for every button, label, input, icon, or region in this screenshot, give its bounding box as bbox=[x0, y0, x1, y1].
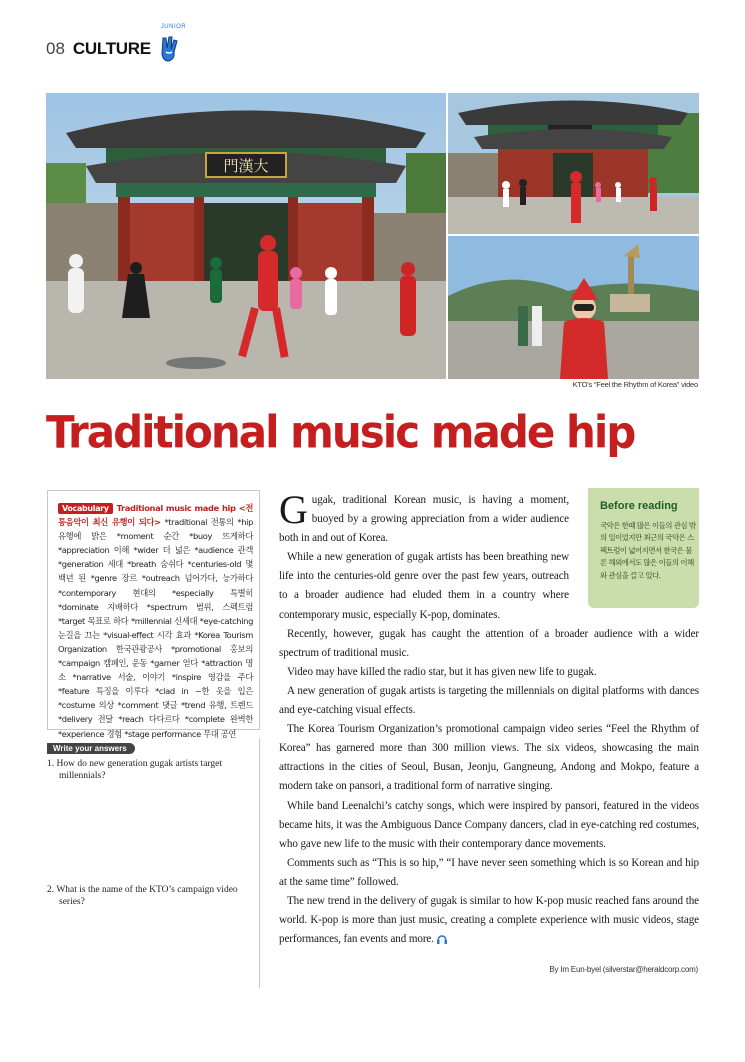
question-1: 1. How do new generation gugak artists target millennials? bbox=[47, 759, 223, 781]
article-paragraph-3: Recently, however, gugak has caught the attention of a broader audience with a wider spectrum of traditional music. bbox=[279, 627, 699, 659]
photo-gate-wide bbox=[448, 93, 699, 234]
byline: By Im Eun-byel (silverstar@heraldcorp.com) bbox=[549, 965, 698, 974]
gate-sign-text: 門漢大 bbox=[223, 157, 269, 175]
junior-logo bbox=[157, 24, 187, 64]
vocabulary-box bbox=[47, 490, 260, 739]
drop-cap: G bbox=[279, 487, 308, 532]
logo-text: JUNIOR bbox=[160, 24, 187, 30]
vocabulary-heading: Traditional music made hip <전통음악이 최신 유행이 되다> bbox=[58, 503, 253, 528]
question-2: 2. What is the name of the KTO’s campaign video series? bbox=[47, 885, 238, 907]
article-paragraph-6: The Korea Tourism Organization’s promotional campaign video series “Feel the Rhythm of Korea” has garnered more than 300 million views. The six videos, showcasing the main attractions in the cities of Seoul, Busan, Jeonju, Gangneung, Andong and Mokpo, feature a modern take on pansori, a traditional form of narrative singing. bbox=[279, 723, 699, 793]
page-number: 08 bbox=[46, 39, 65, 58]
photo-dancer-statue bbox=[448, 236, 699, 379]
article-paragraph-5: A new generation of gugak artists is targeting the millennials on digital platforms with dances and eye-catching visual effects. bbox=[279, 684, 699, 717]
hand-logo-icon bbox=[157, 34, 183, 64]
article-paragraph-1: Gugak, traditional Korean music, is having a moment, buoyed by a growing appreciation from a wider audience both in and out of Korea. bbox=[279, 487, 569, 545]
main-photo-gate-dancers bbox=[46, 93, 446, 379]
headphone-icon bbox=[437, 935, 447, 944]
article-paragraph-4: Video may have killed the radio star, but it has given new life to gugak. bbox=[287, 665, 597, 678]
vocabulary-text: *traditional 전통의 *hip 유행에 밝은 *moment 순간 *buoy 뜨게하다 *appreciation 이해 *wider 더 넓은 *audience 관객 *generation 세대 *breath 숨쉬다 *centuries-old 몇 백년 된 *genre 장르 *outreach 넘어가다, 능가하다 *contemporary 현대의 *especially 특별히 *dominate 지배하다 *spectrum 범위, 스펙트럼 *target 목표로 하다 *millennial 신세대 *eye-catching 눈길을 끄는 *visual-effect 시각 효과 *Korea Tourism Organization 한국관광공사 *promotional 홍보의 *campaign 캠페인, 운동 *garner 얻다 *attraction 명소 *narrative 서술, 이야기 *inspire 영감을 주다 *feature 특징을 이루다 *clad in ~한 옷을 입은 *costume 의상 *comment 댓글 *trend 유행, 트렌드 *delivery 전달 *reach 다다르다 *complete 완벽한 *experience 경험 *stage performance 무대 공연 bbox=[58, 517, 253, 739]
article-body bbox=[279, 487, 699, 949]
before-reading-title: Before reading bbox=[600, 500, 678, 512]
answers-tag: Write your answers bbox=[47, 743, 135, 754]
article-paragraph-8: Comments such as “This is so hip,” “I have never seen something which is so Korean and hip at the same time” followed. bbox=[279, 856, 699, 888]
article-paragraph-9: The new trend in the delivery of gugak is similar to how K-pop music reached fans around the world. K-pop is more than just music, creating a complete experience with music videos, stage performances, fan events and more. bbox=[279, 894, 699, 946]
answers-section bbox=[47, 738, 260, 988]
before-reading-text: 국악은 한때 많은 이들의 관심 밖의 일이었지만 최근의 국악은 스펙트럼이 넓어지면서 한국은 물론 해외에서도 많은 이들의 이해와 관심을 끌고 있다. bbox=[600, 521, 696, 580]
article-paragraph-7: While band Leenalchi’s catchy songs, which were inspired by pansori, featured in the videos became hits, it was the Ambiguous Dance Company dancers, clad in eye-catching red costumes, who gave new life to the music with their contemporary dance movements. bbox=[279, 799, 699, 850]
vocabulary-tag: Vocabulary bbox=[58, 503, 113, 514]
article-title: Traditional music made hip bbox=[46, 406, 635, 459]
article-paragraph-2: While a new generation of gugak artists has been breathing new life into the centuries-old genre over the past few years, outreach to a broader audience had eluded them in a country where contemporary music, especially K-pop, dominates. bbox=[279, 551, 569, 621]
photo-caption: KTO's “Feel the Rhythm of Korea” video bbox=[572, 380, 698, 389]
page-header bbox=[46, 24, 187, 64]
section-title: CULTURE bbox=[72, 39, 151, 58]
